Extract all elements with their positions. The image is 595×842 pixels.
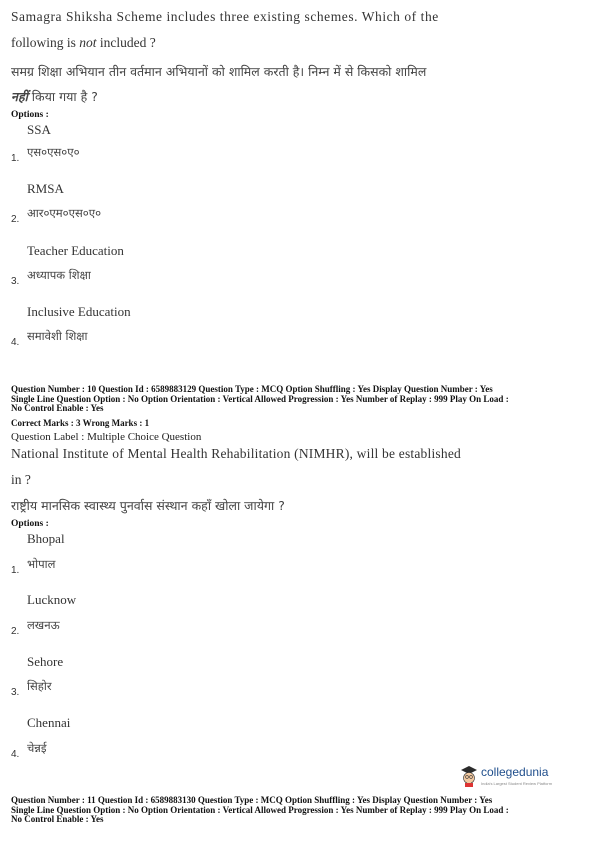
q9-question-en-line1: Samagra Shiksha Scheme includes three existing schemes. Which of the xyxy=(11,9,439,24)
q10-option-4-en: Chennai xyxy=(27,715,71,730)
q10-marks: Correct Marks : 3 Wrong Marks : 1 xyxy=(11,418,150,428)
q10-option-3-en: Sehore xyxy=(27,654,64,669)
q10-question-en-line1: National Institute of Mental Health Rehabilitation (NIMHR), will be established xyxy=(11,446,461,461)
q10-option-3-hi: सिहोर xyxy=(27,679,52,693)
q9-hi-line2-post: किया गया है ? xyxy=(27,89,98,104)
q10-question-en-line2: in ? xyxy=(11,472,31,487)
q9-options-label: Options : xyxy=(11,110,49,120)
q10-option-1-number: 1. xyxy=(11,565,20,576)
logo-tagline: India's Largest Student Review Platform xyxy=(481,781,553,786)
q10-meta-block xyxy=(11,385,586,414)
q10-meta-line1: Question Number : 10 Question Id : 6589883129 Question Type : MCQ Option Shuffling : Yes Display Question Number : Yes xyxy=(11,384,493,394)
q10-option-2-en: Lucknow xyxy=(27,592,77,607)
q9-option-1-hi: एस०एस०ए० xyxy=(27,145,80,159)
q11-meta-line3: No Control Enable : Yes xyxy=(11,814,104,824)
q9-question-hi-line2 xyxy=(11,88,98,105)
graduate-mascot-icon xyxy=(459,764,479,788)
q9-question-hi-line1: समग्र शिक्षा अभियान तीन वर्तमान अभियानों को शामिल करती है। निम्न में से किसको शामिल xyxy=(11,64,427,79)
q10-option-3-number: 3. xyxy=(11,687,20,698)
q9-option-3-hi: अध्यापक शिक्षा xyxy=(27,268,91,282)
q10-meta-line2: Single Line Question Option : No Option Orientation : Vertical Allowed Progression : Yes Number of Replay : 999 Play On Load : xyxy=(11,393,509,404)
q9-option-3-number: 3. xyxy=(11,276,20,287)
q10-question-label: Question Label : Multiple Choice Question xyxy=(11,431,202,443)
q10-question-hi-line1: राष्ट्रीय मानसिक स्वास्थ्य पुनर्वास संस्थान कहाँ खोला जायेगा ? xyxy=(11,498,285,513)
q9-option-1-en: SSA xyxy=(27,122,51,137)
q10-option-1-hi: भोपाल xyxy=(27,557,56,571)
q10-option-4-hi: चेन्नई xyxy=(27,741,47,755)
q10-option-2-hi: लखनऊ xyxy=(27,618,60,632)
q11-meta-line2: Single Line Question Option : No Option Orientation : Vertical Allowed Progression : Yes Number of Replay : 999 Play On Load : xyxy=(11,804,509,815)
q9-option-4-number: 4. xyxy=(11,337,20,348)
q9-en-line2-emphasis: not xyxy=(79,35,97,50)
q10-meta-line3: No Control Enable : Yes xyxy=(11,403,104,413)
q10-options-label: Options : xyxy=(11,519,49,529)
q10-option-2-number: 2. xyxy=(11,626,20,637)
q9-en-line2-pre: following is xyxy=(11,35,80,50)
q9-option-1-number: 1. xyxy=(11,153,20,164)
q9-option-2-number: 2. xyxy=(11,214,20,225)
q9-option-2-hi: आर०एम०एस०ए० xyxy=(27,206,102,220)
collegedunia-logo xyxy=(459,762,579,792)
q9-en-line2-post: included ? xyxy=(96,35,156,50)
q9-option-3-en: Teacher Education xyxy=(27,243,124,258)
q9-hi-line2-emphasis: नहीं xyxy=(11,89,28,104)
q9-option-4-hi: समावेशी शिक्षा xyxy=(27,329,88,343)
q11-meta-line1: Question Number : 11 Question Id : 6589883130 Question Type : MCQ Option Shuffling : Yes Display Question Number : Yes xyxy=(11,795,493,805)
q10-option-4-number: 4. xyxy=(11,749,20,760)
q11-meta-block xyxy=(11,796,586,825)
logo-text: collegedunia xyxy=(481,765,549,779)
q9-question-en-line2 xyxy=(11,35,156,51)
q9-option-2-en: RMSA xyxy=(27,181,64,196)
q10-option-1-en: Bhopal xyxy=(27,531,65,546)
q9-option-4-en: Inclusive Education xyxy=(27,304,131,319)
